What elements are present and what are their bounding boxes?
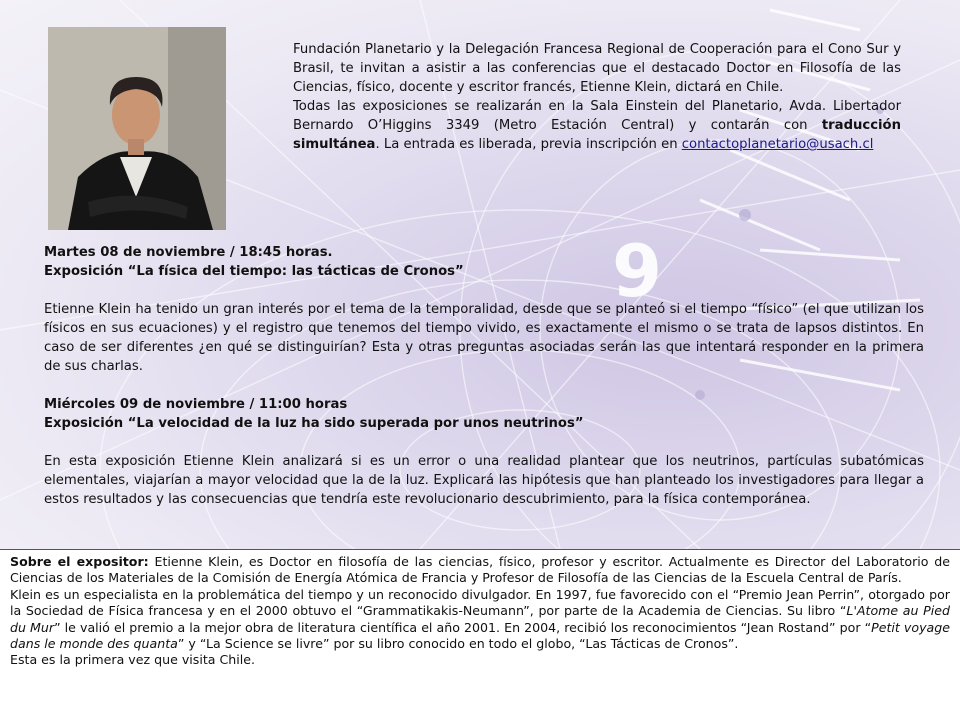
bio-paragraph-3: Esta es la primera vez que visita Chile. <box>10 652 256 668</box>
bio-text-2c: ” y “La Science se livre” por su libro conocido en todo el globo, “Las Tácticas de Cronos”. <box>177 636 739 652</box>
bio-label: Sobre el expositor: <box>10 554 149 569</box>
bio-paragraph-1 <box>10 554 950 587</box>
book-title-1: L'Atome au Pied du Mur <box>10 603 950 635</box>
talk1-date: Martes 08 de noviembre / 18:45 horas. <box>44 245 333 260</box>
book-title-2: Petit voyage dans le monde des quanta <box>10 619 950 652</box>
talk2-description: En esta exposición Etienne Klein analizará si es un error o una realidad plantear que los neutrinos, partículas subatómicas elementales, viajarían a mayor velocidad que la de la luz. Explicará las hipótesis que han planteado los investigadores para llegar a estos resultados y las consecuencias que tendría este revolucionario descubrimiento, para la física contemporánea. <box>44 454 924 507</box>
translation-note: traducción simultánea <box>293 118 901 152</box>
talk1-description: Etienne Klein ha tenido un gran interés por el tema de la temporalidad, desde que se planteó si el tiempo “físico” (el que utilizan los físicos en sus ecuaciones) y el registro que tenemos del tiempo vivido, es exactamente el mismo o se trata de lapsos distintos. En caso de ser diferentes ¿en qué se distinguirían? Esta y otras preguntas asociadas serán las que intentará responder en la primera de sus charlas. <box>44 302 924 374</box>
bio-text-1: Etienne Klein, es Doctor en filosofía de las ciencias, físico, profesor y escritor. Actualmente es Director del Laboratorio de Ciencias de los Materiales de la Comisión de Energía Atómica de Francia y Profesor de Filosofía de las Ciencias de la Escuela Central de París. <box>10 554 950 586</box>
contact-email-link[interactable]: contactoplanetario@usach.cl <box>681 137 874 152</box>
speaker-bio-footer <box>0 549 960 721</box>
bio-paragraph-2 <box>10 587 950 653</box>
venue-paragraph <box>293 97 901 154</box>
bio-text-2a: Klein es un especialista en la problemática del tiempo y un reconocido divulgador. En 1997, fue favorecido con el “Premio Jean Perrin”, otorgado por la Sociedad de Física francesa y en el 2000 obtuvo el “Grammatikakis-Neumann”, por parte de la Academia de Ciencias. Su libro “ <box>10 586 950 619</box>
venue-text: Todas las exposiciones se realizarán en la Sala Einstein del Planetario, Avda. Libertador Bernardo O’Higgins 3349 (Metro Estación Central) y contarán con <box>293 99 901 133</box>
intro-paragraph: Fundación Planetario y la Delegación Francesa Regional de Cooperación para el Cono Sur y Brasil, te invitan a asistir a las conferencias que el destacado Doctor en Filosofía de las Ciencias, físico, docente y escritor francés, Etienne Klein, dictará en Chile. <box>293 42 901 95</box>
talk1-title: Exposición “La física del tiempo: las tácticas de Cronos” <box>44 264 464 279</box>
talk2-title: Exposición “La velocidad de la luz ha sido superada por unos neutrinos” <box>44 416 584 431</box>
registration-text: . La entrada es liberada, previa inscripción en <box>375 137 682 152</box>
clock-numeral: 9 <box>612 229 663 313</box>
talk2-date: Miércoles 09 de noviembre / 11:00 horas <box>44 397 348 412</box>
portrait-image <box>48 27 226 230</box>
speaker-photo <box>48 27 226 230</box>
talks-section <box>44 243 924 509</box>
intro-text <box>293 40 901 154</box>
bio-text-2b: ” le valió el premio a la mejor obra de literatura científica el año 2001. En 2004, recibió los reconocimientos “Jean Rostand” por “ <box>54 619 872 635</box>
